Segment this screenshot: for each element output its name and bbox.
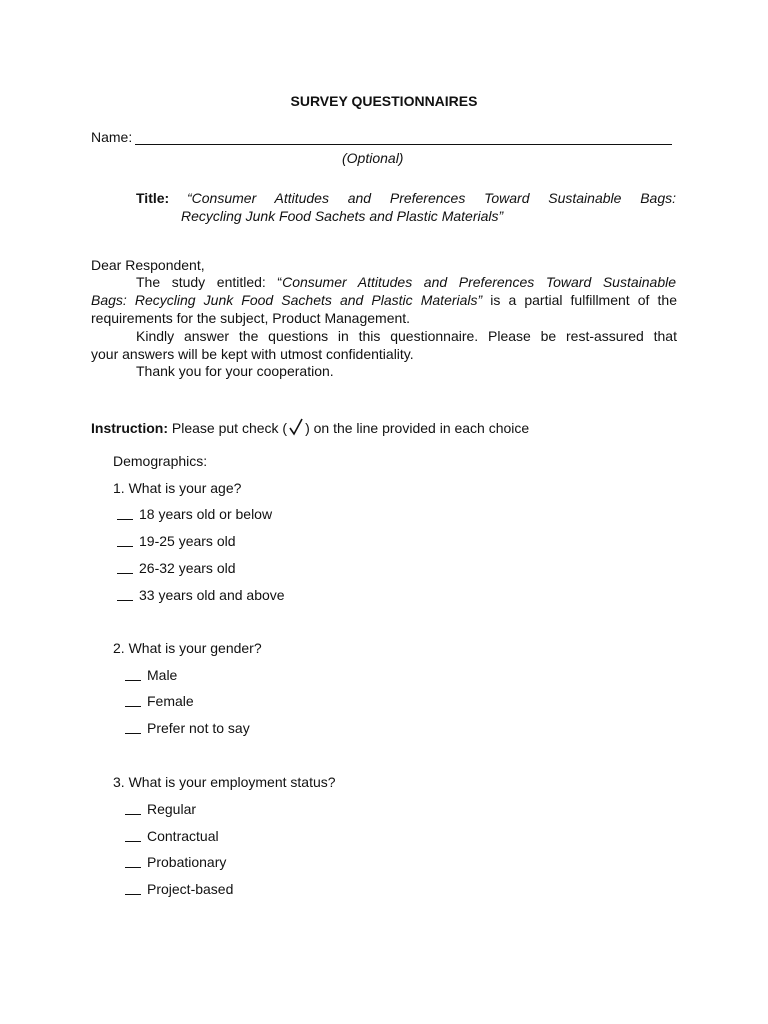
option-label: Probationary bbox=[147, 854, 227, 870]
letter-p1-text: The study entitled: “ bbox=[136, 274, 283, 290]
page-title: SURVEY QUESTIONNAIRES bbox=[290, 93, 478, 109]
option-label: Regular bbox=[147, 801, 197, 817]
answer-blank[interactable] bbox=[125, 829, 141, 842]
option-gender-male bbox=[125, 667, 177, 683]
option-label: Project-based bbox=[147, 881, 234, 897]
instruction-text: Please put check ( bbox=[168, 420, 288, 436]
name-label: Name: bbox=[91, 129, 133, 145]
answer-blank[interactable] bbox=[117, 507, 133, 520]
option-employment-contractual bbox=[125, 828, 219, 844]
salutation: Dear Respondent, bbox=[91, 257, 205, 273]
letter-p1-text-cont: is a partial fulfillment of the bbox=[482, 292, 677, 308]
study-title-label: Title: bbox=[136, 190, 170, 206]
answer-blank[interactable] bbox=[125, 694, 141, 707]
letter-p2-line-2: your answers will be kept with utmost confidentiality. bbox=[91, 346, 414, 362]
letter-p1-study-title: Consumer Attitudes and Preferences Toward Sustainable bbox=[282, 274, 676, 290]
option-employment-regular bbox=[125, 801, 196, 817]
study-title-line-1: “Consumer Attitudes and Preferences Toward Sustainable Bags: bbox=[187, 190, 676, 206]
option-label: Prefer not to say bbox=[147, 720, 250, 736]
letter-p2-line-1: Kindly answer the questions in this questionnaire. Please be rest-assured that bbox=[136, 328, 677, 344]
answer-blank[interactable] bbox=[125, 855, 141, 868]
name-row bbox=[91, 129, 672, 145]
instruction bbox=[91, 417, 529, 437]
option-label: 33 years old and above bbox=[139, 587, 285, 603]
answer-blank[interactable] bbox=[117, 534, 133, 547]
option-label: Contractual bbox=[147, 828, 219, 844]
answer-blank[interactable] bbox=[125, 721, 141, 734]
option-label: 19-25 years old bbox=[139, 533, 236, 549]
option-age-18-below bbox=[117, 506, 272, 522]
letter-p1-study-title-cont: Bags: Recycling Junk Food Sachets and Plastic Materials” bbox=[91, 292, 483, 308]
study-title-label-wrap bbox=[136, 190, 169, 206]
option-age-19-25 bbox=[117, 533, 236, 549]
answer-blank[interactable] bbox=[125, 882, 141, 895]
option-label: 18 years old or below bbox=[139, 506, 273, 522]
instruction-text-end: ) on the line provided in each choice bbox=[305, 420, 530, 436]
checkmark-icon bbox=[288, 417, 304, 437]
question-employment: 3. What is your employment status? bbox=[113, 774, 336, 790]
option-gender-prefer-not bbox=[125, 720, 250, 736]
question-gender: 2. What is your gender? bbox=[113, 640, 262, 656]
option-employment-project-based bbox=[125, 881, 233, 897]
answer-blank[interactable] bbox=[125, 802, 141, 815]
name-blank-line[interactable] bbox=[135, 129, 672, 145]
option-gender-female bbox=[125, 693, 194, 709]
answer-blank[interactable] bbox=[117, 561, 133, 574]
option-label: Female bbox=[147, 693, 194, 709]
option-employment-probationary bbox=[125, 854, 226, 870]
letter-p1-line-2 bbox=[91, 292, 677, 308]
question-age: 1. What is your age? bbox=[113, 480, 242, 496]
study-title-line-2: Recycling Junk Food Sachets and Plastic Materials” bbox=[181, 208, 504, 224]
letter-p1-line-3: requirements for the subject, Product Management. bbox=[91, 310, 411, 326]
name-optional-hint: (Optional) bbox=[342, 150, 404, 166]
answer-blank[interactable] bbox=[125, 668, 141, 681]
option-age-26-32 bbox=[117, 560, 236, 576]
instruction-label: Instruction: bbox=[91, 420, 168, 436]
option-age-33-above bbox=[117, 587, 285, 603]
section-demographics: Demographics: bbox=[113, 453, 208, 469]
answer-blank[interactable] bbox=[117, 588, 133, 601]
letter-p3: Thank you for your cooperation. bbox=[136, 363, 334, 379]
option-label: 26-32 years old bbox=[139, 560, 236, 576]
option-label: Male bbox=[147, 667, 178, 683]
letter-p1-line-1 bbox=[136, 274, 676, 290]
